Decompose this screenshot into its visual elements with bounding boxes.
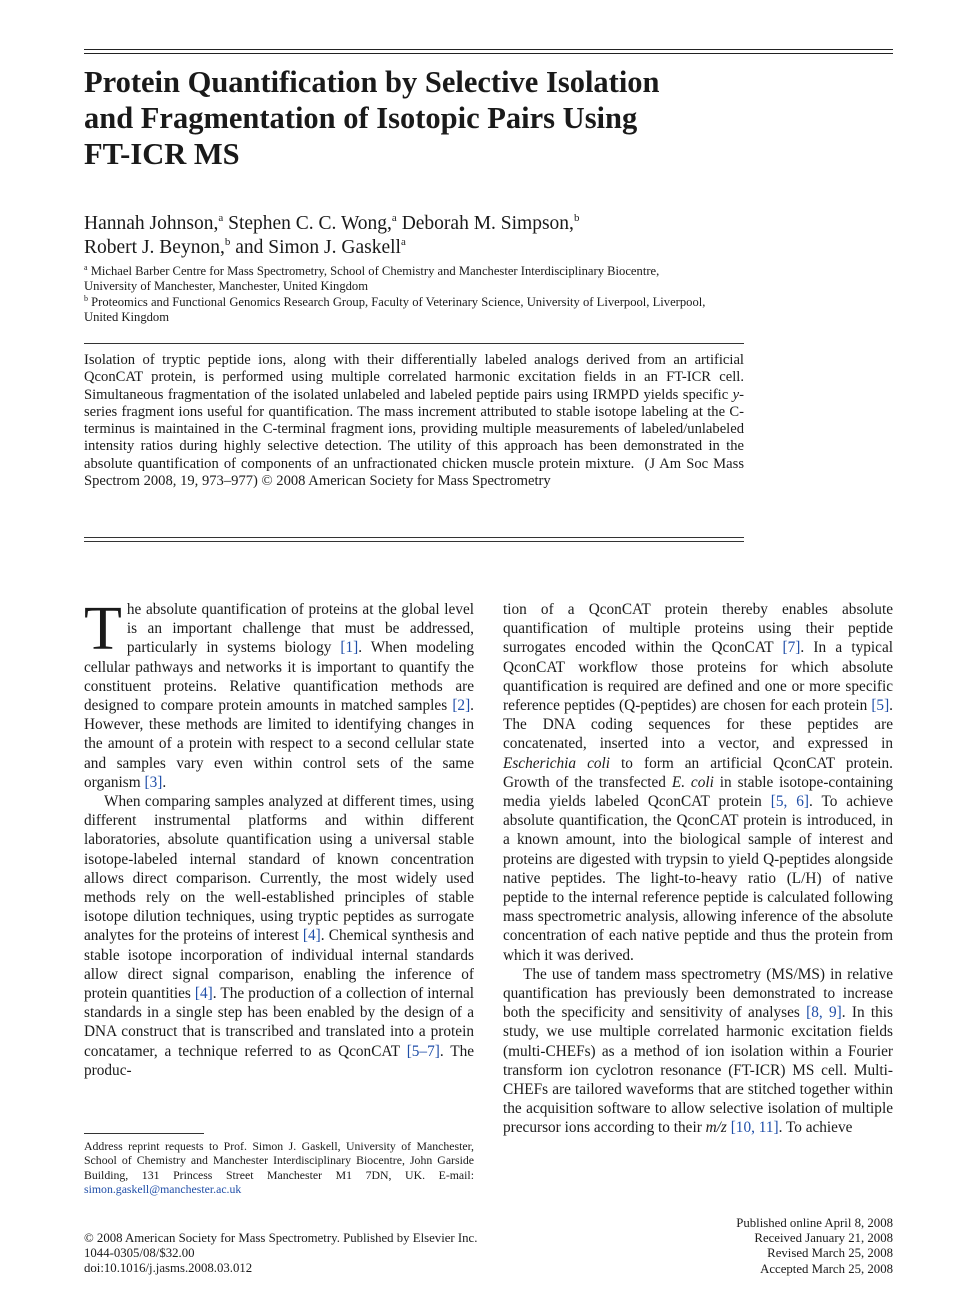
body-text: . To achieve	[778, 1119, 853, 1137]
author-name: Robert J. Beynon,	[84, 237, 225, 258]
body-text: When comparing samples analyzed at different times, using different instrumental platforms and within different laboratories, absolute quantification using a universal stable isotope-labeled internal standard of known concentration allows direct comparison. Currently, the most widely used methods rely on the well-established principles of stable isotope dilution techniques, using tryptic peptides as surrogate analytes for the proteins of interest	[84, 793, 474, 945]
left-column	[84, 595, 475, 1080]
body-text: to form an artificial QconCAT protein. Growth of the transfected	[503, 754, 893, 791]
journal-citation: (J Am Soc Mass Spectrom 2008, 19, 973–977) © 2008 American Society for Mass Spectrometry	[84, 455, 744, 490]
citation-link[interactable]: [5, 6]	[770, 793, 809, 811]
abstract-italic: y	[732, 386, 740, 403]
affiliation-mark: a	[400, 236, 406, 248]
citation-link[interactable]: [1]	[340, 639, 359, 657]
copyright: © 2008 American Society for Mass Spectrometry. Published by Elsevier Inc.	[84, 1231, 478, 1245]
affiliation-mark: b	[573, 212, 580, 224]
species-name: E. coli	[671, 773, 714, 791]
abstract-text: Isolation of tryptic peptide ions, along with their differentially labeled analogs derived from an artificial QconCAT protein, is performed using multiple correlated harmonic excitation fields in an FT-ICR cell. Simultaneous fragmentation of the isolated unlabeled and labeled peptide pairs using IRMPD yields specific	[84, 352, 744, 403]
affiliation-mark: a	[84, 263, 88, 272]
body-text: in stable isotope-containing media yields labeled QconCAT protein	[503, 773, 894, 811]
author-list	[84, 212, 784, 260]
body-text: . The produc-	[84, 1042, 475, 1079]
paper-title	[84, 64, 784, 172]
affiliation-b	[84, 295, 714, 326]
body-text: . However, these methods are limited to identifying changes in the amount of a protein with respect to a second cellular state and samples vary even within control sets of the same organism	[84, 697, 474, 791]
body-text: . In a typical QconCAT workflow those proteins for which absolute quantification is required are defined and one or more specific reference peptides (Q-peptides) are chosen for each protein	[503, 639, 893, 715]
body-text: . The DNA coding sequences for these peptides are concatenated, inserted into a vector, and expressed in	[503, 697, 893, 753]
citation-link[interactable]: [4]	[194, 985, 213, 1003]
species-name: Escherichia coli	[503, 754, 611, 772]
citation-link[interactable]: [5–7]	[406, 1042, 440, 1060]
citation-link[interactable]: [7]	[782, 639, 801, 657]
header-rule-bottom	[84, 53, 893, 54]
publisher-info	[84, 1231, 477, 1277]
issn: 1044-0305/08/$32.00	[84, 1246, 195, 1261]
doi: doi:10.1016/j.jasms.2008.03.012	[84, 1261, 253, 1276]
footnote-text: Address reprint requests to Prof. Simon J. Gaskell, University of Manchester, School of Chemistry and Manchester Interdisciplinary Biocentre, John Garside Building, 131 Princess Street Manchester M1 7DN, UK. E-mail:	[84, 1139, 474, 1182]
author-name: Hannah Johnson,	[84, 213, 219, 234]
affiliation-mark: b	[224, 236, 231, 248]
abstract-text: -series fragment ions useful for quantification. The mass increment attributed to stable isotope labeling at the C-terminus is maintained in the C-terminal fragment ions, providing multiple measurements of labeled/unlabeled intensity ratios during highly selective detection. The utility of this approach has been demonstrated in the absolute quantification of components of an unfractionated chicken muscle protein mixture.	[84, 386, 744, 472]
citation-link[interactable]: [3]	[144, 773, 163, 791]
abstract	[84, 352, 744, 490]
date-revised: Revised March 25, 2008	[767, 1246, 893, 1261]
body-text: . In this study, we use multiple correlated harmonic excitation fields (multi-CHEFs) as a method of ion isolation within a Fourier transform ion cyclotron resonance (FT-ICR) MS cell. Multi-CHEFs are tailored waveforms that are stitched together within the acquisition software to allow selective isolation of multiple precursor ions according to their	[503, 1004, 894, 1137]
affiliation-text: Michael Barber Centre for Mass Spectrometry, School of Chemistry and Manchester Interdisciplinary Biocentre, University of Manchester, Manchester, United Kingdom	[84, 264, 660, 294]
abstract-rule-bottom-1	[84, 537, 744, 538]
title-line: FT-ICR MS	[84, 137, 240, 171]
paragraph	[84, 595, 474, 792]
title-line: Protein Quantification by Selective Isolation	[84, 65, 660, 99]
abstract-rule-bottom-2	[84, 541, 744, 542]
correspondence-footnote	[84, 1139, 474, 1197]
affiliation-mark: a	[218, 212, 224, 224]
footnote-rule	[84, 1133, 204, 1134]
paragraph	[503, 965, 893, 1138]
affiliation-a	[84, 264, 714, 295]
publication-dates	[736, 1216, 893, 1277]
body-text: he absolute quantification of proteins at the global level is an important challenge that must be addressed, particularly in systems biology	[126, 601, 474, 657]
citation-link[interactable]: [8, 9]	[806, 1004, 842, 1022]
paragraph	[503, 600, 893, 965]
affiliation-text: Proteomics and Functional Genomics Research Group, Faculty of Veterinary Science, University of Liverpool, Liverpool, United Kingdom	[84, 294, 706, 325]
citation-link[interactable]: [2]	[452, 697, 471, 715]
author-name: Deborah M. Simpson,	[401, 213, 574, 234]
citation-link[interactable]: [5]	[871, 697, 890, 715]
citation-link[interactable]: [10, 11]	[730, 1119, 779, 1137]
body-text: tion of a QconCAT protein thereby enables absolute quantification of multiple proteins using their peptide surrogates encoded within the QconCAT	[503, 601, 893, 657]
affiliation-mark: a	[391, 212, 397, 224]
author-name: Stephen C. C. Wong,	[228, 213, 392, 234]
body-text: . To achieve absolute quantification, the QconCAT protein is introduced, in a known amount, into the biological sample of interest and proteins are digested with trypsin to yield Q-peptides alongside native peptides. The light-to-heavy ratio (L/H) of native peptide to the internal reference peptide is calculated following mass spectrometric analysis, allowing inference of the absolute concentration of each native peptide and thus the protein from which it was derived.	[503, 793, 893, 964]
date-received: Received January 21, 2008	[754, 1231, 893, 1246]
date-accepted: Accepted March 25, 2008	[760, 1261, 893, 1276]
header-rule-top	[84, 49, 893, 50]
email-link[interactable]: simon.gaskell@manchester.ac.uk	[84, 1182, 242, 1197]
affiliation-mark: b	[84, 293, 88, 303]
affiliations	[84, 264, 714, 326]
body-text: . When modeling cellular pathways and networks it is important to quantify the constituent proteins. Relative quantification methods are designed to compare protein amounts in matched samples	[84, 639, 474, 715]
mz-italic: m/z	[705, 1119, 727, 1137]
author-name: and Simon J. Gaskell	[235, 237, 401, 258]
body-text: . Chemical synthesis and stable isotope incorporation of individual internal standards allow direct signal comparison, enabling the inference of protein quantities	[84, 927, 474, 1003]
abstract-rule-top	[84, 343, 744, 344]
citation-link[interactable]: [4]	[302, 927, 321, 945]
date-online: Published online April 8, 2008	[736, 1216, 893, 1230]
body-text: .	[162, 773, 167, 791]
drop-cap: T	[84, 595, 122, 663]
paragraph	[84, 792, 474, 1080]
title-line: and Fragmentation of Isotopic Pairs Using	[84, 101, 638, 135]
body-text: . The production of a collection of internal standards in a single step has been enabled by the design of a DNA construct that is transcribed and translated into a protein concatamer, a technique referred to as QconCAT	[84, 985, 474, 1060]
right-column	[503, 600, 893, 1138]
body-text: The use of tandem mass spectrometry (MS/MS) in relative quantification has previously been demonstrated to increase both the specificity and sensitivity of analyses	[503, 965, 893, 1022]
